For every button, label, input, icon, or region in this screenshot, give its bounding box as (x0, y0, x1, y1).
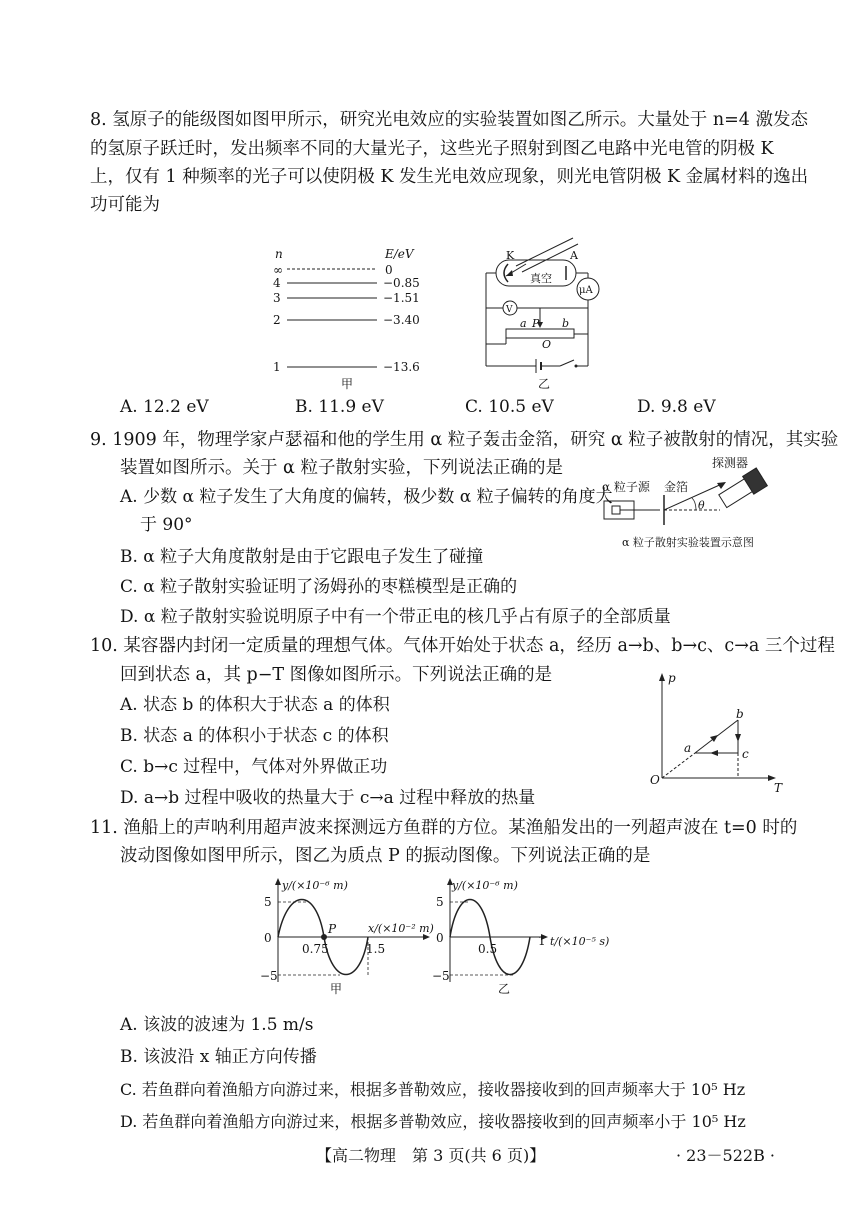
wave-a-point-p: P (328, 922, 337, 936)
q8-line-1: 8. 氢原子的能级图如图甲所示，研究光电效应的实验装置如图乙所示。大量处于 n=4 激发态 (90, 110, 808, 130)
level-e-2: −3.40 (383, 313, 420, 327)
q10-option-d: D. a→b 过程中吸收的热量大于 c→a 过程中释放的热量 (120, 788, 536, 808)
circuit-label-o: O (542, 338, 552, 351)
circuit-label-a: A (570, 249, 578, 262)
alpha-scattering-diagram (600, 453, 800, 553)
q8-line-4: 功可能为 (90, 195, 160, 215)
q11-option-d: D. 若鱼群向着渔船方向游过来，根据多普勒效应，接收器接收到的回声频率小于 10⁵ Hz (120, 1112, 746, 1131)
circuit-label-a2: a (520, 317, 527, 330)
wave-a-yneg: −5 (260, 969, 278, 983)
scattering-foil-label: 金箔 (664, 480, 689, 494)
wave-a-x2: 1.5 (366, 942, 386, 956)
q8-line-3: 上，仅有 1 种频率的光子可以使阴极 K 发生光电效应现象，则光电管阴极 K 金属材料的逸出 (90, 167, 809, 187)
q10-line-1: 10. 某容器内封闭一定质量的理想气体。气体开始处于状态 a，经历 a→b、b→c、c→a 三个过程 (90, 636, 835, 656)
q9-option-a-cont: 于 90° (140, 515, 193, 535)
q10-option-a: A. 状态 b 的体积大于状态 a 的体积 (120, 695, 390, 715)
wave-graph-b (430, 877, 630, 1007)
page-footer-code: · 23－522B · (676, 1146, 776, 1165)
pt-origin: O (650, 773, 660, 787)
scattering-source-label: α 粒子源 (602, 480, 650, 494)
level-axis-e: E/eV (385, 247, 414, 261)
scattering-detector-label: 探测器 (712, 456, 749, 470)
level-n-2: 2 (273, 313, 281, 327)
scattering-theta-label: θ (698, 499, 705, 512)
q11-option-c: C. 若鱼群向着渔船方向游过来，根据多普勒效应，接收器接收到的回声频率大于 10⁵ Hz (120, 1080, 746, 1099)
q9-option-c: C. α 粒子散射实验证明了汤姆孙的枣糕模型是正确的 (120, 577, 518, 597)
q8-option-d: D. 9.8 eV (637, 397, 716, 417)
q11-option-a: A. 该波的波速为 1.5 m/s (120, 1015, 314, 1035)
q9-option-d: D. α 粒子散射实验说明原子中有一个带正电的核几乎占有原子的全部质量 (120, 607, 671, 627)
wave-a-yzero: 0 (264, 931, 272, 945)
wave-b-x1: 0.5 (478, 942, 498, 956)
level-n-1: 1 (273, 360, 281, 374)
pt-axis-p: p (668, 671, 676, 685)
wave-b-ylabel: y/(×10⁻⁶ m) (452, 879, 518, 892)
q8-option-c: C. 10.5 eV (465, 397, 554, 417)
circuit-label-vacuum: 真空 (530, 272, 552, 285)
circuit-label-k: K (506, 249, 515, 262)
scattering-caption: α 粒子散射实验装置示意图 (622, 536, 754, 549)
pt-axis-t: T (774, 781, 783, 795)
level-n-4: 4 (273, 276, 281, 290)
level-n-3: 3 (273, 291, 281, 305)
level-e-1: −13.6 (383, 360, 420, 374)
q9-option-a: A. 少数 α 粒子发生了大角度的偏转，极少数 α 粒子偏转的角度大 (120, 487, 613, 507)
wave-b-yzero: 0 (436, 931, 444, 945)
level-e-inf: 0 (385, 263, 393, 277)
circuit-label-b: b (562, 317, 570, 330)
photoelectric-circuit (478, 236, 608, 391)
circuit-label-v: V (506, 305, 513, 315)
wave-b-x2: 1 (538, 934, 546, 948)
wave-a-ypos: 5 (264, 895, 272, 909)
wave-a-ylabel: y/(×10⁻⁶ m) (282, 879, 348, 892)
q8-option-a: A. 12.2 eV (120, 397, 209, 417)
wave-b-xlabel: t/(×10⁻⁵ s) (550, 935, 610, 948)
q8-option-b: B. 11.9 eV (295, 397, 384, 417)
wave-b-ypos: 5 (436, 895, 444, 909)
pt-graph (648, 670, 788, 800)
circuit-caption: 乙 (538, 377, 551, 391)
q10-line-2: 回到状态 a，其 p−T 图像如图所示。下列说法正确的是 (120, 665, 553, 685)
q9-line-2: 装置如图所示。关于 α 粒子散射实验，下列说法正确的是 (120, 458, 563, 478)
level-n-inf: ∞ (273, 263, 283, 277)
q9-line-1: 9. 1909 年，物理学家卢瑟福和他的学生用 α 粒子轰击金箔，研究 α 粒子被散射的情况，其实验 (90, 430, 839, 450)
wave-graph-a (258, 877, 458, 1007)
level-axis-n: n (275, 247, 283, 261)
page-footer-center: 【高二物理 第 3 页(共 6 页)】 (316, 1146, 546, 1165)
energy-level-diagram (265, 240, 445, 400)
wave-a-caption: 甲 (330, 982, 343, 996)
wave-a-xlabel: x/(×10⁻² m) (368, 922, 434, 935)
level-e-4: −0.85 (383, 276, 420, 290)
wave-a-x1: 0.75 (302, 942, 329, 956)
circuit-label-ua: μA (579, 285, 593, 296)
q10-option-c: C. b→c 过程中，气体对外界做正功 (120, 757, 388, 777)
q10-option-b: B. 状态 a 的体积小于状态 c 的体积 (120, 726, 389, 746)
q11-line-1: 11. 渔船上的声呐利用超声波来探测远方鱼群的方位。某渔船发出的一列超声波在 t=0 时的 (90, 818, 798, 838)
level-diagram-caption: 甲 (341, 377, 354, 391)
wave-b-yneg: −5 (432, 969, 450, 983)
q11-line-2: 波动图像如图甲所示，图乙为质点 P 的振动图像。下列说法正确的是 (120, 846, 651, 866)
pt-point-a: a (684, 741, 692, 755)
q9-option-b: B. α 粒子大角度散射是由于它跟电子发生了碰撞 (120, 547, 484, 567)
q11-option-b: B. 该波沿 x 轴正方向传播 (120, 1047, 317, 1067)
pt-point-b: b (736, 707, 744, 721)
pt-point-c: c (742, 747, 749, 761)
q8-line-2: 的氢原子跃迁时，发出频率不同的大量光子，这些光子照射到图乙电路中光电管的阴极 K (90, 139, 774, 159)
circuit-label-p: P (532, 317, 540, 330)
wave-b-caption: 乙 (498, 982, 511, 996)
level-e-3: −1.51 (383, 291, 420, 305)
